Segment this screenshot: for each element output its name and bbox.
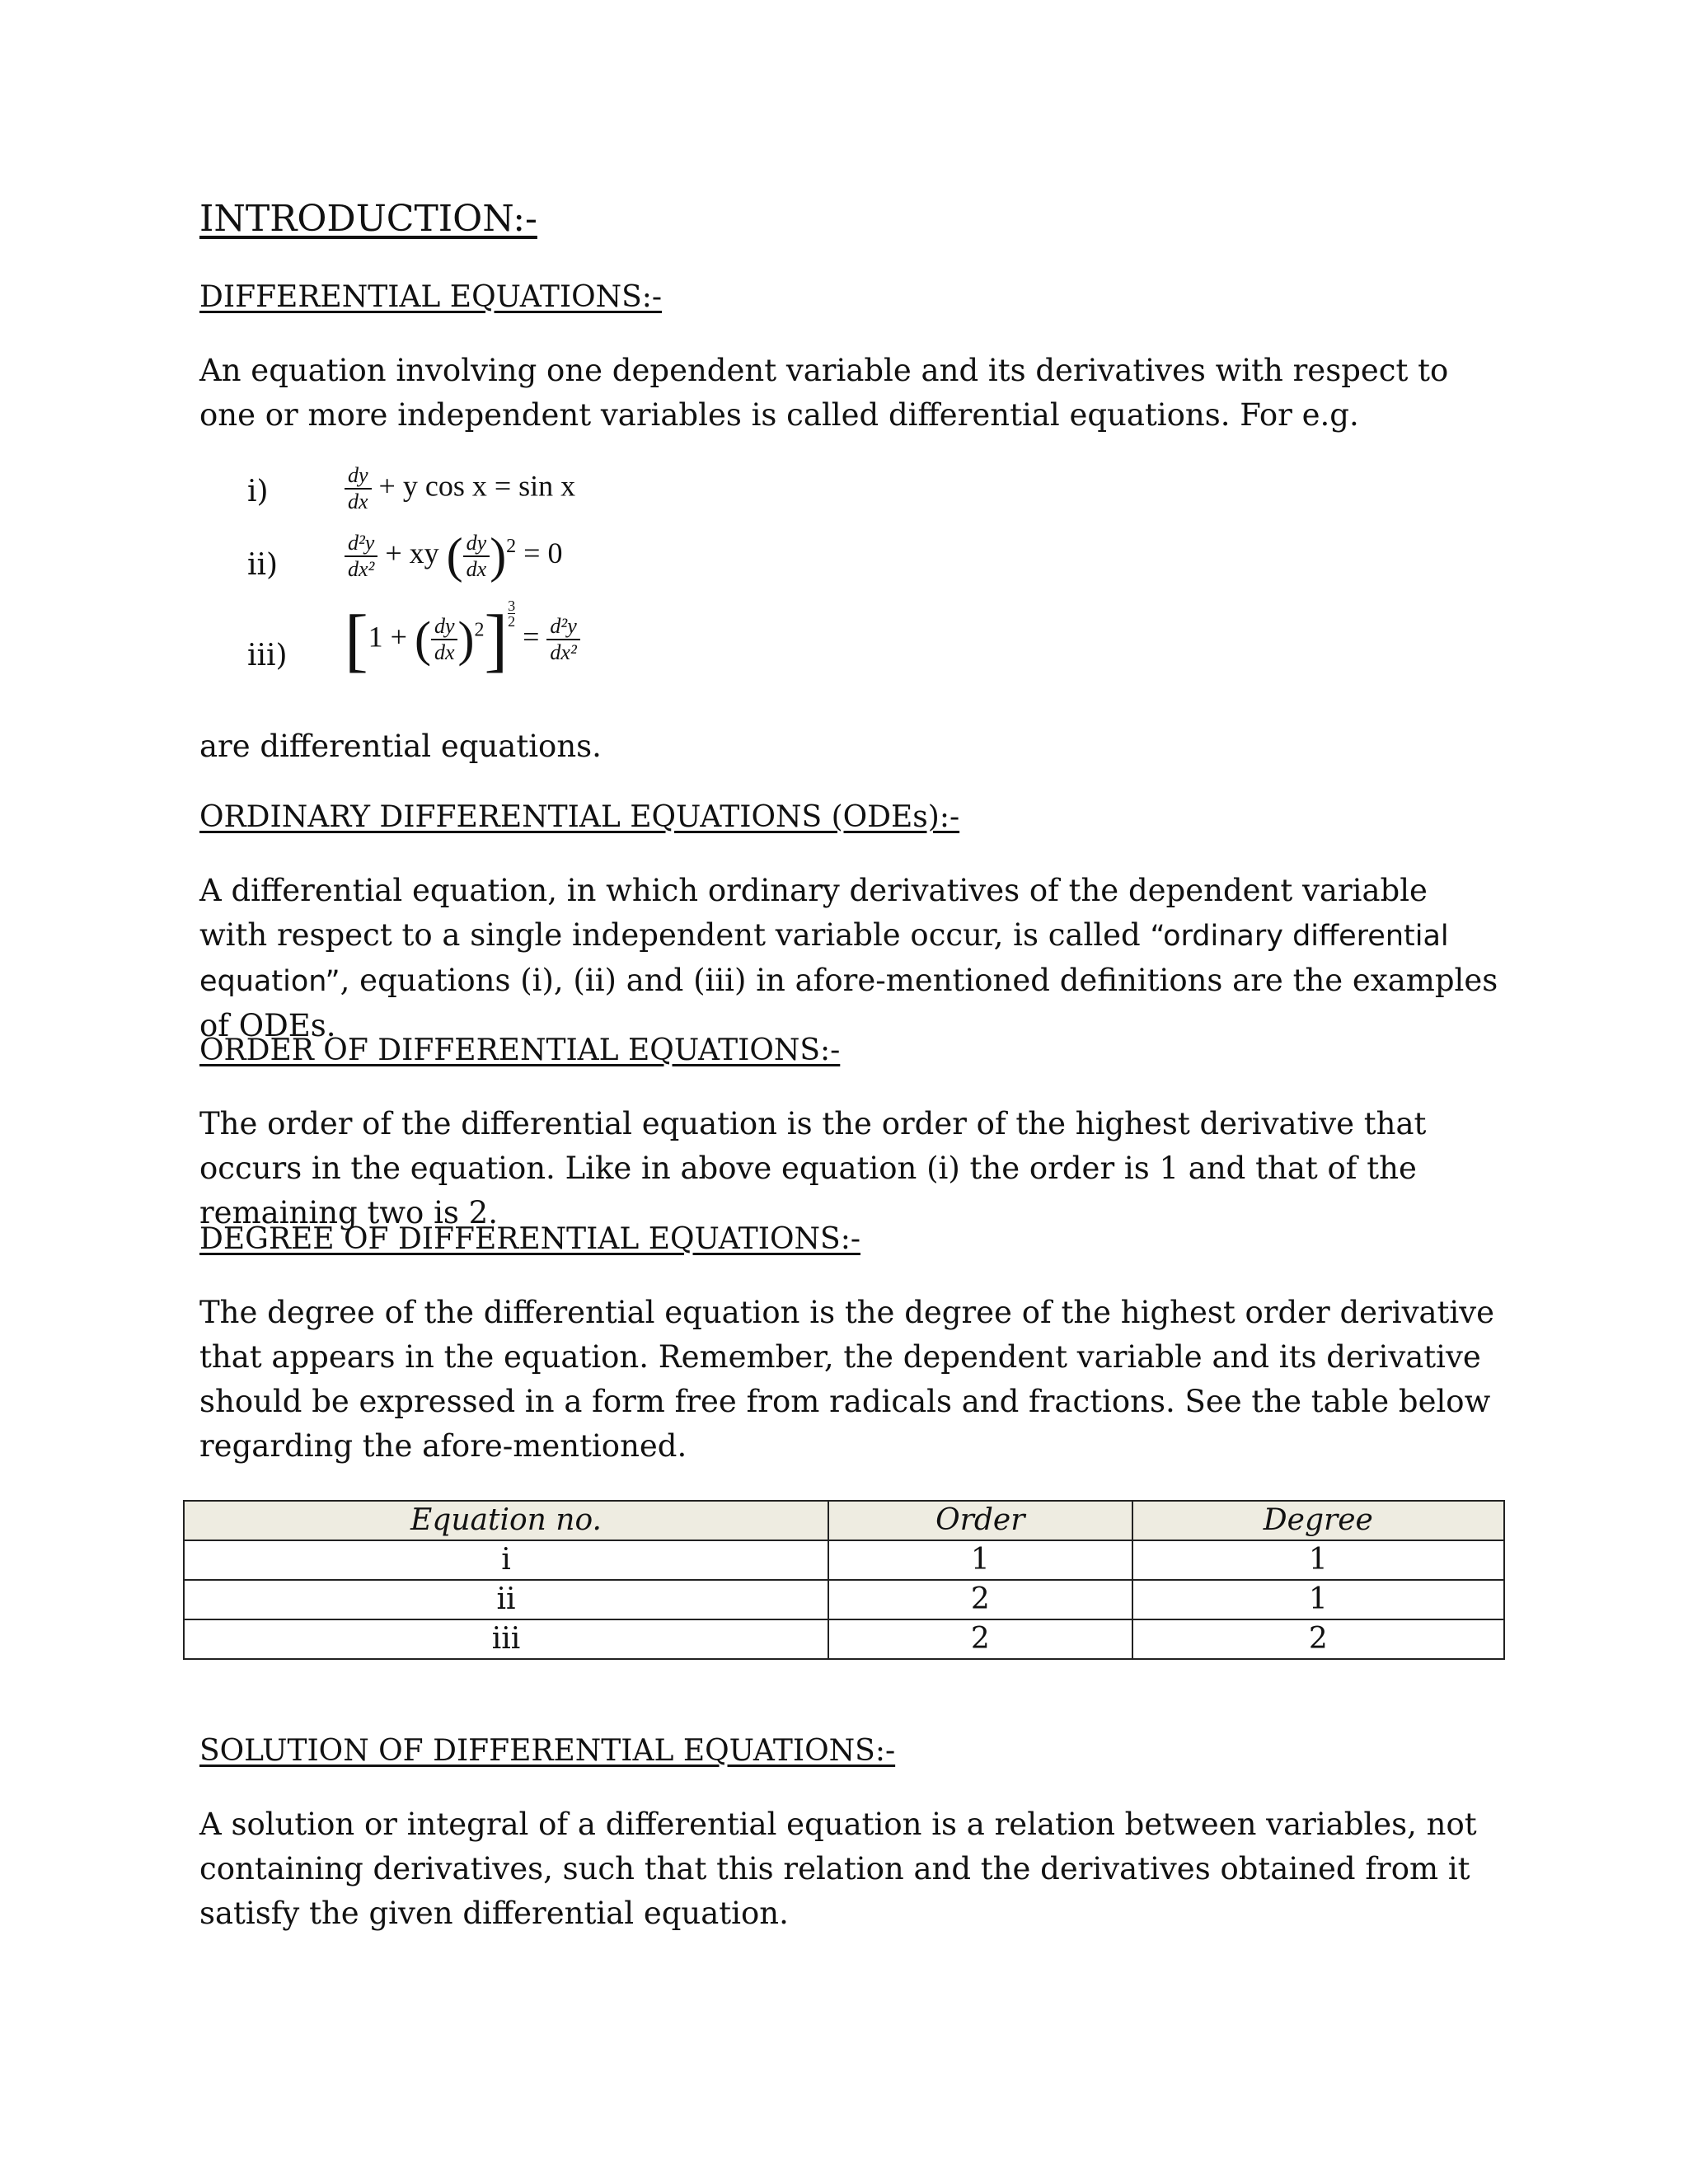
cell-degree: 1: [1132, 1540, 1504, 1580]
equation-label-i: i): [247, 475, 269, 509]
exponent-three-halves: $\frac{3}{2}$: [508, 598, 516, 630]
page-title: INTRODUCTION:-: [199, 198, 537, 240]
table-row: [184, 1619, 1504, 1659]
cell-order: 2: [828, 1580, 1132, 1619]
section-heading-degree: DEGREE OF DIFFERENTIAL EQUATIONS:-: [199, 1222, 860, 1256]
section-heading-solution: SOLUTION OF DIFFERENTIAL EQUATIONS:-: [199, 1734, 896, 1768]
paragraph-ode: A differential equation, in which ordinary derivatives of the dependent variable with respect to a single independent variable occur, is called “ordinary differential equation”, equations (i), (ii) and (iii) in afore-mentioned definitions are the examples of ODEs.: [199, 873, 1498, 1043]
order-degree-table: [183, 1500, 1505, 1660]
equation-ii: $\frac{\text{d²y}}{\text{dx²}}$ + xy ( $\frac{dy}{dx}$ )$^2$ = 0: [345, 527, 562, 584]
paragraph-degree: The degree of the differential equation is the degree of the highest order derivative that appears in the equation. Remember, the dependent variable and its derivative should be expressed in a form free from radicals and fractions. See the table below regarding the afore-mentioned.: [199, 1295, 1495, 1464]
paragraph-differential-equations: An equation involving one dependent variable and its derivatives with respect to one or more independent variables is called differential equations. For e.g.: [199, 353, 1449, 433]
section-heading-ode: ORDINARY DIFFERENTIAL EQUATIONS (ODEs):-: [199, 800, 960, 834]
equation-i: $\frac{dy}{dx}$ + y cos x = sin x: [345, 463, 575, 514]
section-heading-order: ORDER OF DIFFERENTIAL EQUATIONS:-: [199, 1033, 841, 1067]
fraction-dy-dx: $\frac{dy}{dx}$: [463, 531, 490, 582]
equation-label-iii: iii): [247, 639, 288, 673]
equation-iii: [1 + ( $\frac{dy}{dx}$ )$^2$] $\frac{3}{2}$ = $\frac{\text{d²y}}{\text{dx²}}$: [345, 598, 580, 681]
cell-degree: 1: [1132, 1580, 1504, 1619]
section-heading-differential-equations: DIFFERENTIAL EQUATIONS:-: [199, 280, 663, 314]
cell-equation-no: i: [184, 1540, 828, 1580]
header-degree: Degree: [1132, 1501, 1504, 1540]
paragraph-solution: A solution or integral of a differential equation is a relation between variables, not containing derivatives, such that this relation and the derivatives obtained from it satisfy the given differential equation.: [199, 1807, 1477, 1931]
cell-order: 1: [828, 1540, 1132, 1580]
table-row: [184, 1580, 1504, 1619]
cell-order: 2: [828, 1619, 1132, 1659]
paragraph-order: The order of the differential equation is the order of the highest derivative that occurs in the equation. Like in above equation (i) the order is 1 and that of the remaining two is 2.: [199, 1106, 1427, 1230]
cell-equation-no: ii: [184, 1580, 828, 1619]
table-header-row: [184, 1501, 1504, 1540]
header-order: Order: [828, 1501, 1132, 1540]
fraction-d2y-dx2: $\frac{\text{d²y}}{\text{dx²}}$: [345, 531, 377, 582]
paragraph-are-differential-equations: are differential equations.: [199, 729, 602, 764]
table-row: [184, 1540, 1504, 1580]
fraction-dy-dx: $\frac{dy}{dx}$: [431, 614, 458, 665]
fraction-dy-dx: $\frac{dy}{dx}$: [345, 463, 372, 514]
ode-term: “ordinary differential equation”: [199, 920, 1449, 998]
header-equation-no: Equation no.: [184, 1501, 828, 1540]
cell-degree: 2: [1132, 1619, 1504, 1659]
fraction-d2y-dx2: $\frac{\text{d²y}}{\text{dx²}}$: [546, 614, 579, 665]
cell-equation-no: iii: [184, 1619, 828, 1659]
equation-label-ii: ii): [247, 548, 279, 582]
